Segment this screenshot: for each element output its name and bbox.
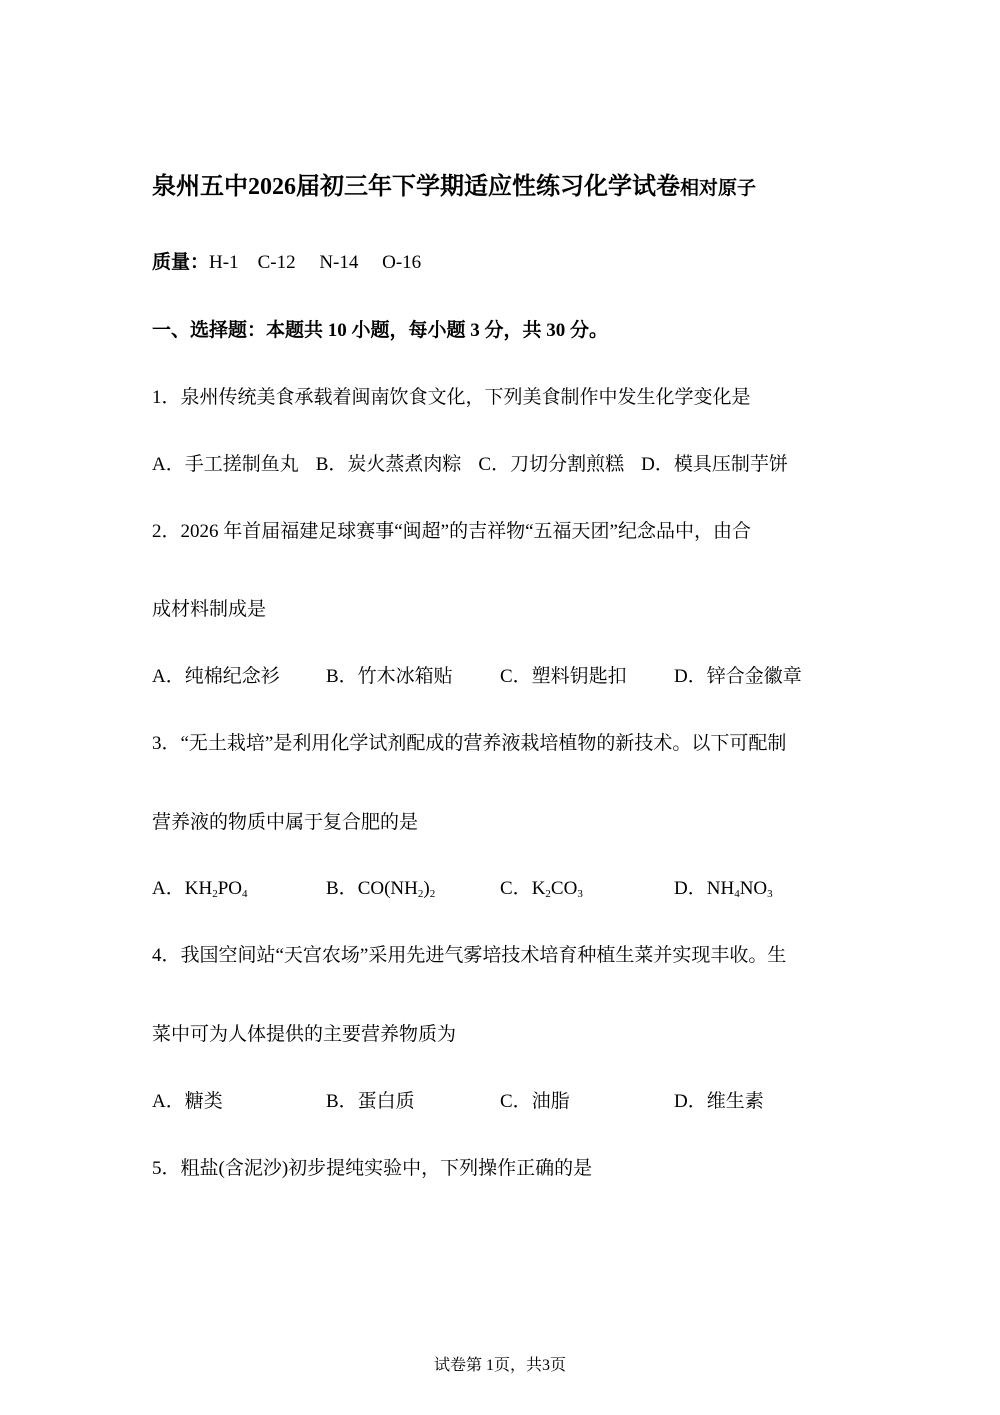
formula-subscript: 2 bbox=[429, 888, 436, 900]
option-prefix: A． bbox=[152, 878, 185, 899]
formula-part: PO bbox=[217, 878, 242, 899]
question-3-options bbox=[152, 877, 773, 901]
question-2-option-b: B．竹木冰箱贴 bbox=[326, 666, 453, 687]
question-1-stem: 1．泉州传统美食承载着闽南饮食文化，下列美食制作中发生化学变化是 bbox=[152, 387, 751, 408]
question-2-stem-line-2: 成材料制成是 bbox=[152, 599, 267, 620]
atomic-mass-values: H-1 C-12 N-14 O-16 bbox=[209, 252, 422, 273]
option-prefix: B． bbox=[326, 878, 358, 899]
exam-title-tail: 相对原子 bbox=[680, 178, 757, 199]
question-4-stem-line-1: 4．我国空间站“天宫农场”采用先进气雾培技术培育种植生菜并实现丰收。生 bbox=[152, 945, 787, 966]
question-3-option-c bbox=[500, 877, 674, 901]
question-3-option-d bbox=[674, 877, 773, 901]
atomic-mass-label: 质量： bbox=[152, 252, 210, 273]
formula-subscript: 2 bbox=[417, 888, 424, 900]
atomic-mass-line bbox=[152, 251, 421, 275]
formula-subscript: 3 bbox=[767, 888, 773, 900]
formula-part: CO(NH bbox=[357, 878, 418, 899]
formula-part: ) bbox=[423, 878, 430, 899]
formula-part: NO bbox=[739, 878, 768, 899]
question-2-option-a: A．纯棉纪念衫 bbox=[152, 666, 280, 687]
question-2-option-c: C．塑料钥匙扣 bbox=[500, 666, 627, 687]
exam-title-main: 泉州五中2026届初三年下学期适应性练习化学试卷 bbox=[152, 174, 680, 200]
question-4-option-c: C．油脂 bbox=[500, 1091, 570, 1112]
question-5-stem: 5．粗盐(含泥沙)初步提纯实验中，下列操作正确的是 bbox=[152, 1158, 593, 1179]
formula-part: K bbox=[531, 878, 546, 899]
formula-part: NH bbox=[706, 878, 735, 899]
formula-subscript: 2 bbox=[212, 888, 218, 900]
question-3-option-b bbox=[326, 877, 500, 901]
question-4-options bbox=[152, 1090, 764, 1114]
question-3-option-a bbox=[152, 877, 326, 901]
formula-part: KH bbox=[184, 878, 213, 899]
question-4-stem-line-2: 菜中可为人体提供的主要营养物质为 bbox=[152, 1024, 457, 1045]
page-footer: 试卷第 1页，共3页 bbox=[433, 1357, 566, 1374]
question-2-option-d: D．锌合金徽章 bbox=[674, 666, 802, 687]
question-1-options bbox=[152, 453, 788, 477]
question-1-option-a: A．手工搓制鱼丸 bbox=[152, 454, 299, 475]
formula-subscript: 3 bbox=[577, 888, 583, 900]
question-2-options bbox=[152, 665, 802, 689]
question-1-option-c: C．刀切分割煎糕 bbox=[478, 454, 625, 475]
exam-title bbox=[152, 172, 756, 204]
question-3-stem-line-2: 营养液的物质中属于复合肥的是 bbox=[152, 812, 419, 833]
question-2-stem-line-1: 2．2026 年首届福建足球赛事“闽超”的吉祥物“五福天团”纪念品中，由合 bbox=[152, 521, 751, 542]
formula-subscript: 2 bbox=[545, 888, 551, 900]
question-1-option-b: B．炭火蒸煮肉粽 bbox=[315, 454, 462, 475]
question-4-option-a: A．糖类 bbox=[152, 1091, 223, 1112]
formula-subscript: 4 bbox=[241, 888, 248, 900]
option-prefix: C． bbox=[500, 878, 532, 899]
question-1-option-d: D．模具压制芋饼 bbox=[641, 454, 788, 475]
formula-subscript: 4 bbox=[734, 888, 740, 900]
question-4-option-d: D．维生素 bbox=[674, 1091, 764, 1112]
question-4-option-b: B．蛋白质 bbox=[326, 1091, 415, 1112]
formula-part: CO bbox=[550, 878, 578, 899]
option-prefix: D． bbox=[674, 878, 707, 899]
question-3-stem-line-1: 3．“无土栽培”是利用化学试剂配成的营养液栽培植物的新技术。以下可配制 bbox=[152, 733, 787, 754]
section-heading: 一、选择题：本题共 10 小题，每小题 3 分，共 30 分。 bbox=[152, 320, 609, 341]
